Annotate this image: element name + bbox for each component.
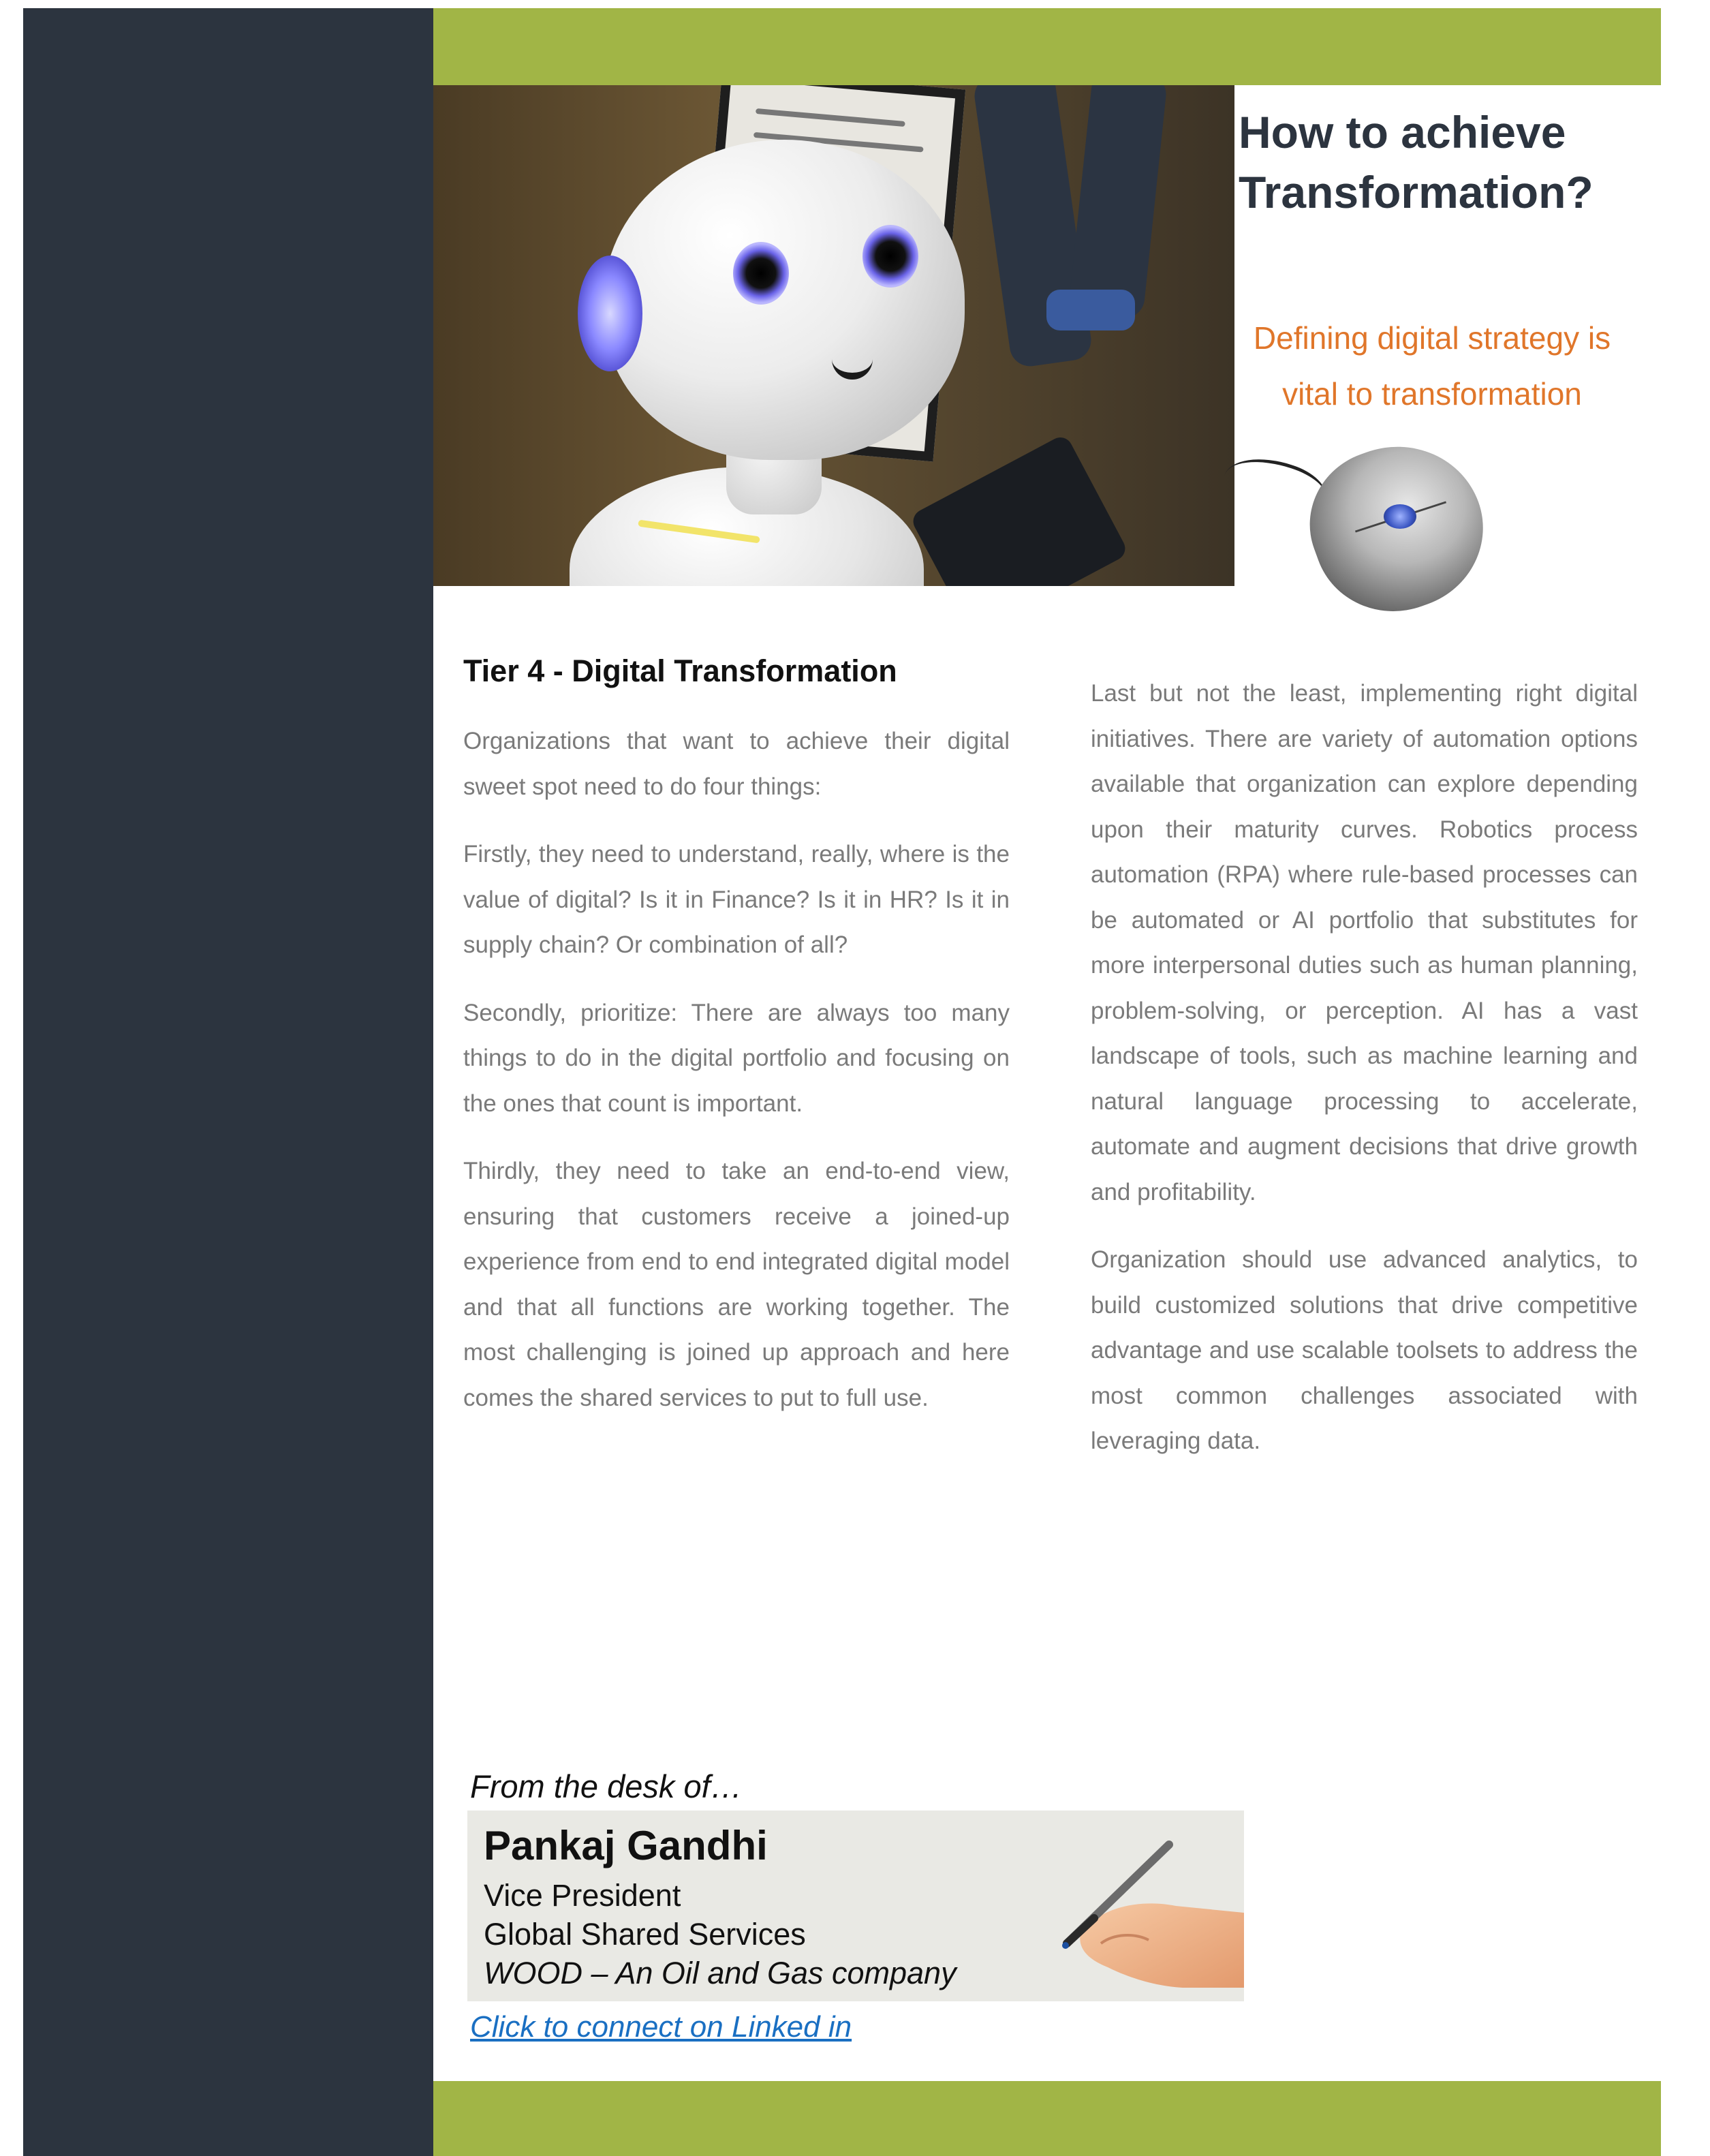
author-name: Pankaj Gandhi: [484, 1823, 768, 1868]
signature-card: [467, 1811, 1244, 2001]
paragraph: Organization should use advanced analytics, to build customized solutions that drive competitive advantage and use scalable toolsets to address the most common challenges associated with leveraging data.: [1091, 1246, 1638, 1454]
robot-eye-left: [733, 242, 789, 305]
paragraph: Organizations that want to achieve their digital sweet spot need to do four things:: [463, 728, 1010, 800]
top-accent-band: [433, 8, 1661, 85]
author-role: Vice President: [484, 1878, 681, 1913]
robot-ear: [578, 256, 642, 371]
robot-photo: [433, 85, 1234, 586]
left-column: [463, 719, 1010, 1443]
page-subtitle: Defining digital strategy is vital to transformation: [1253, 320, 1611, 412]
left-sidebar: [23, 8, 433, 2156]
hand-writing-pen-icon: [1053, 1831, 1244, 2001]
paragraph: Firstly, they need to understand, really, where is the value of digital? Is it in Finance? Is it in HR? Is it in supply chain? Or combination of all?: [463, 841, 1010, 958]
author-company: WOOD – An Oil and Gas company: [484, 1956, 957, 1990]
paragraph: Last but not the least, implementing right digital initiatives. There are variety of automation options available that organization can explore depending upon their maturity curves. Robotics process automation (RPA) where rule-based processes can be automated or AI portfolio that substitutes for more interpersonal duties such as human planning, problem-solving, or perception. AI has a vast landscape of tools, such as machine learning and natural language processing to accelerate, automate and augment decisions that drive growth and profitability.: [1091, 680, 1638, 1205]
page-title: How to achieve Transformation?: [1239, 107, 1594, 217]
computer-mouse-icon: [1312, 446, 1482, 610]
paragraph: Thirdly, they need to take an end-to-end view, ensuring that customers receive a joined-up experience from end to end integrated digital model and that all functions are working together. The most challenging is joined up approach and here comes the shared services to put to full use.: [463, 1158, 1010, 1411]
robot-eye-right: [862, 225, 918, 288]
bottom-accent-band: [433, 2081, 1661, 2156]
author-department: Global Shared Services: [484, 1917, 806, 1952]
signature-intro: From the desk of…: [470, 1768, 743, 1804]
linkedin-link[interactable]: Click to connect on Linked in: [470, 2010, 852, 2044]
robot-head: [604, 140, 965, 460]
paragraph: Secondly, prioritize: There are always too many things to do in the digital portfolio and focusing on the ones that count is important.: [463, 999, 1010, 1117]
person-shoe: [1046, 290, 1135, 330]
section-heading: Tier 4 - Digital Transformation: [463, 653, 897, 688]
right-column: [1091, 671, 1638, 1487]
robot-tablet: [909, 433, 1129, 586]
person-leg: [1068, 85, 1168, 320]
